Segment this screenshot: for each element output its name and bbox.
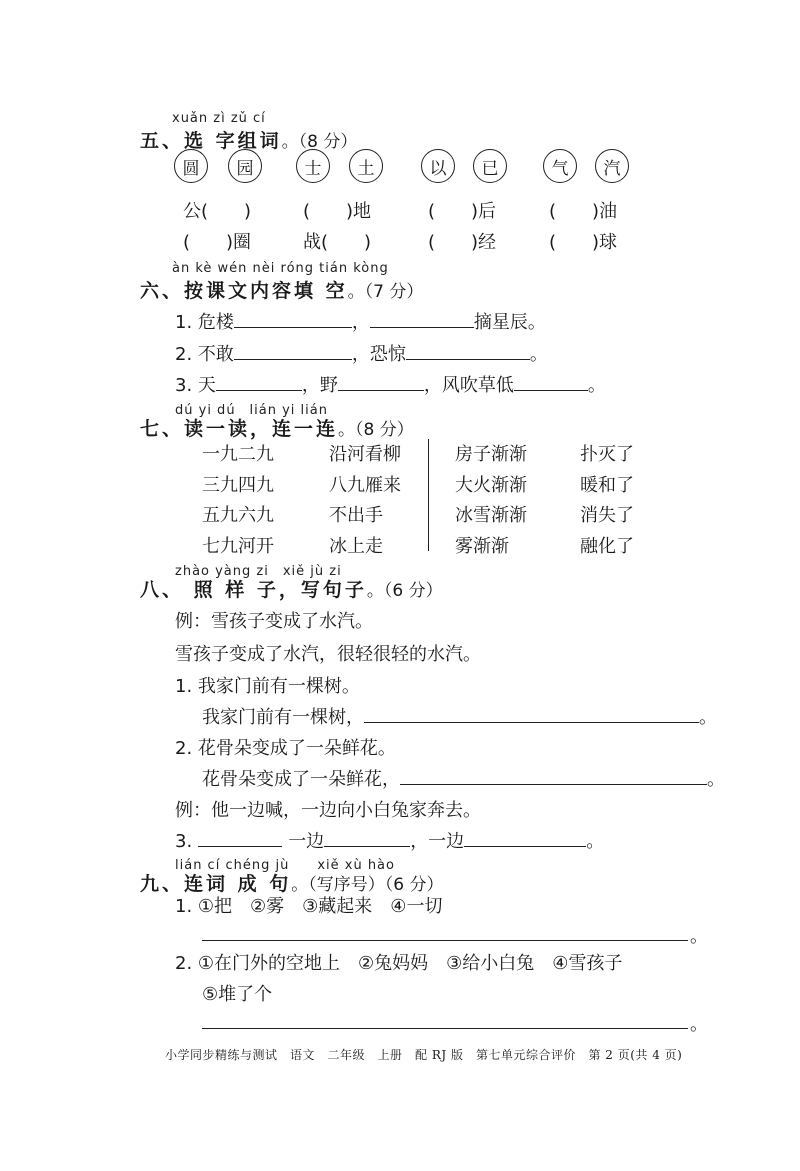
page-footer: 小学同步精练与测试 语文 二年级 上册 配 RJ 版 第七单元综合评价 第 2 页(共 4 页) — [165, 1048, 683, 1062]
section9-title: 九、连词 成 句。（写序号）（6 分） — [140, 873, 444, 895]
question-text: ⑤堆了个 — [202, 984, 273, 1005]
answer-blank[interactable] — [370, 309, 474, 328]
fill-line-2: 2. 不敢 ，恐惊 。 — [175, 340, 548, 366]
question-text: 2. ①在门外的空地上 ②兔妈妈 ③给小白兔 ④雪孩子 — [175, 953, 623, 974]
answer-blank[interactable] — [216, 372, 302, 391]
answer-line[interactable] — [202, 940, 688, 941]
char-option: 士 — [296, 149, 330, 183]
question-text: 2. 花骨朵变成了一朵鲜花。 — [175, 738, 396, 759]
char-option: 汽 — [595, 149, 629, 183]
section9-pinyin: lián cí chéng jù xiě xù hào — [175, 858, 395, 873]
word-blank[interactable]: ( )地 — [303, 201, 372, 222]
answer-blank[interactable] — [364, 704, 699, 723]
match-item[interactable]: 不出手 — [329, 505, 383, 526]
question-answer-line: 3. 一边 ，一边 。 — [175, 827, 604, 853]
match-item[interactable]: 大火渐渐 — [455, 475, 527, 496]
char-option: 气 — [543, 149, 577, 183]
section7-pinyin: dú yi dú lián yi lián — [175, 403, 328, 418]
answer-blank[interactable] — [234, 341, 352, 360]
char-option: 已 — [473, 149, 507, 183]
section8-pinyin: zhào yàng zi xiě jù zi — [175, 564, 342, 579]
match-item[interactable]: 三九四九 — [202, 475, 274, 496]
question-text: 1. ①把 ②雾 ③藏起来 ④一切 — [175, 896, 443, 917]
word-blank[interactable]: ( )经 — [428, 232, 497, 253]
answer-blank[interactable] — [234, 309, 352, 328]
match-item[interactable]: 暖和了 — [580, 475, 634, 496]
word-blank[interactable]: 公( ) — [183, 201, 252, 222]
char-option: 以 — [421, 149, 455, 183]
period: 。 — [690, 1014, 708, 1035]
char-option: 圆 — [174, 149, 208, 183]
section6-pinyin: àn kè wén nèi róng tián kòng — [172, 261, 389, 276]
example-text: 例：他一边喊，一边向小白兔家奔去。 — [175, 800, 481, 821]
example-text: 例：雪孩子变成了水汽。 — [175, 611, 373, 632]
match-item[interactable]: 一九二九 — [202, 444, 274, 465]
fill-line-3: 3. 天 ，野 ，风吹草低 。 — [175, 371, 606, 397]
match-item[interactable]: 房子渐渐 — [455, 444, 527, 465]
answer-line[interactable] — [202, 1028, 688, 1029]
word-blank[interactable]: 战( ) — [303, 232, 372, 253]
section5-pinyin: xuǎn zì zǔ cí — [172, 111, 266, 126]
section6-title: 六、按课文内容填 空。（7 分） — [140, 280, 424, 302]
answer-blank[interactable] — [400, 766, 707, 785]
word-blank[interactable]: ( )圈 — [183, 232, 252, 253]
match-item[interactable]: 沿河看柳 — [329, 444, 401, 465]
section5-title: 五、选 字组词。（8 分） — [140, 130, 358, 152]
question-answer-line: 花骨朵变成了一朵鲜花， 。 — [202, 765, 725, 791]
question-answer-line: 我家门前有一棵树， 。 — [202, 703, 717, 729]
answer-blank[interactable] — [464, 828, 586, 847]
match-item[interactable]: 冰雪渐渐 — [455, 505, 527, 526]
example-text: 雪孩子变成了水汽，很轻很轻的水汽。 — [175, 644, 481, 665]
period: 。 — [690, 926, 708, 947]
answer-blank[interactable] — [514, 372, 588, 391]
fill-line-1: 1. 危楼 ， 摘星辰。 — [175, 308, 546, 334]
word-blank[interactable]: ( )球 — [549, 232, 618, 253]
match-item[interactable]: 八九雁来 — [329, 475, 401, 496]
char-option: 园 — [228, 149, 262, 183]
match-item[interactable]: 融化了 — [580, 536, 634, 557]
divider — [428, 439, 429, 551]
answer-blank[interactable] — [198, 828, 282, 847]
match-item[interactable]: 五九六九 — [202, 505, 274, 526]
answer-blank[interactable] — [406, 341, 530, 360]
section8-title: 八、 照 样 子，写句子。（6 分） — [140, 579, 443, 601]
match-item[interactable]: 扑灭了 — [580, 444, 634, 465]
match-item[interactable]: 雾渐渐 — [455, 536, 509, 557]
char-option: 土 — [349, 149, 383, 183]
match-item[interactable]: 七九河开 — [202, 536, 274, 557]
word-blank[interactable]: ( )油 — [549, 201, 618, 222]
section7-title: 七、读一读，连一连。（8 分） — [140, 418, 414, 440]
word-blank[interactable]: ( )后 — [428, 201, 497, 222]
answer-blank[interactable] — [338, 372, 424, 391]
answer-blank[interactable] — [324, 828, 410, 847]
match-item[interactable]: 消失了 — [580, 505, 634, 526]
question-text: 1. 我家门前有一棵树。 — [175, 676, 360, 697]
match-item[interactable]: 冰上走 — [329, 536, 383, 557]
